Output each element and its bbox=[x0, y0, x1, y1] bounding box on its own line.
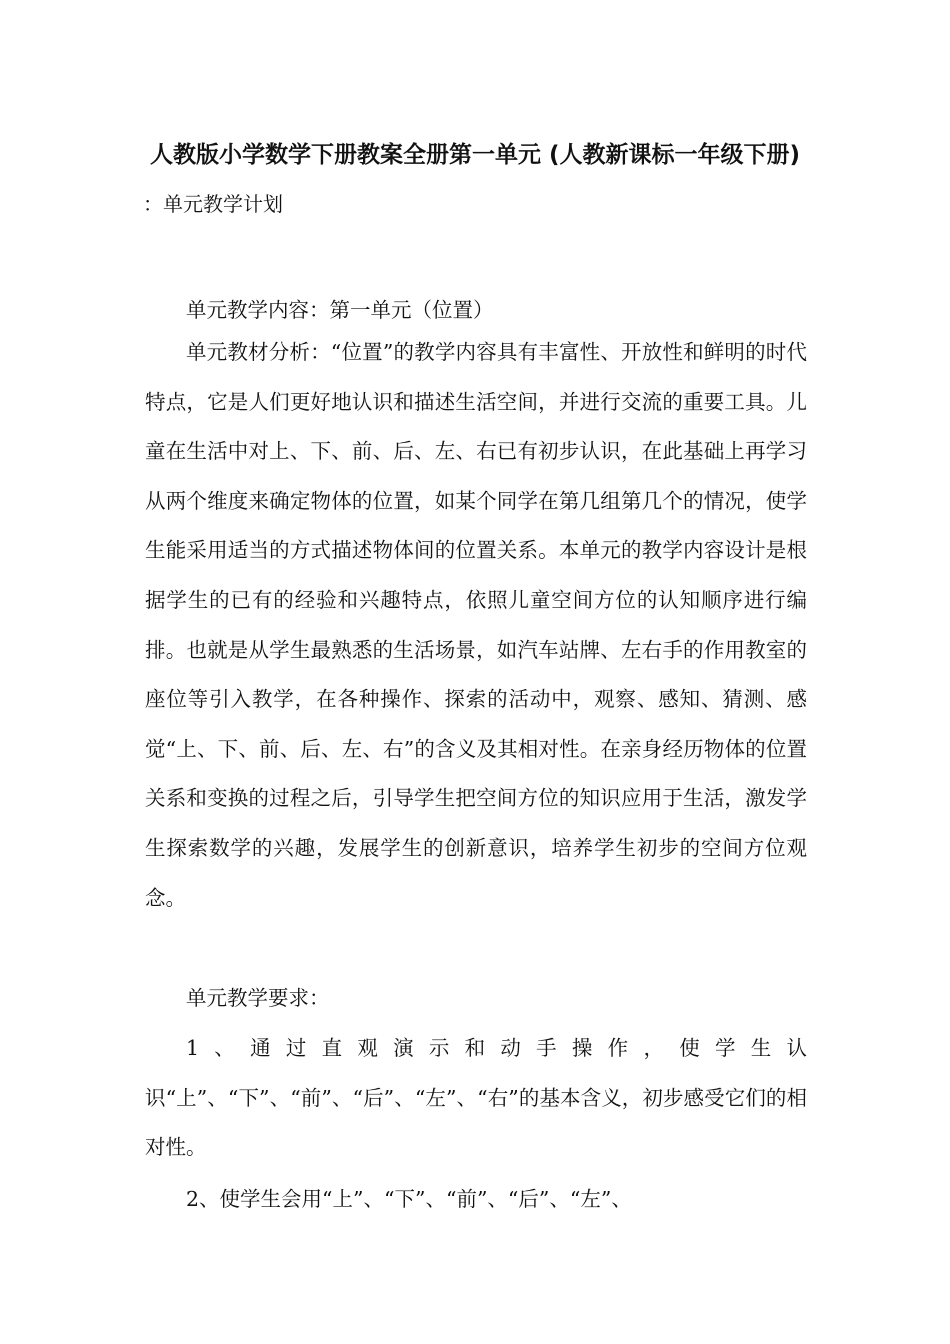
document-title: 人教版小学数学下册教案全册第一单元 (人教新课标一年级下册) bbox=[149, 142, 801, 168]
unit-content-text: 单元教学内容：第一单元（位置） bbox=[186, 298, 494, 322]
requirement-1-paragraph bbox=[145, 1024, 807, 1173]
requirement-2-text: 2、使学生会用“上”、“下”、“前”、“后”、“左”、 bbox=[186, 1187, 632, 1211]
document-subtitle: ：单元教学计划 bbox=[143, 192, 283, 216]
unit-requirements-heading bbox=[145, 974, 807, 1024]
requirement-2-paragraph bbox=[145, 1175, 807, 1225]
unit-analysis-paragraph bbox=[145, 328, 807, 923]
unit-requirements-heading-text: 单元教学要求： bbox=[186, 986, 330, 1010]
requirement-1-text: 1、通过直观演示和动手操作，使学生认识“上”、“下”、“前”、“后”、“左”、“右”的基本含义，初步感受它们的相对性。 bbox=[145, 1036, 807, 1160]
unit-analysis-text: 单元教材分析：“位置”的教学内容具有丰富性、开放性和鲜明的时代特点，它是人们更好地认识和描述生活空间，并进行交流的重要工具。儿童在生活中对上、下、前、后、左、右已有初步认识，在此基础上再学习从两个维度来确定物体的位置，如某个同学在第几组第几个的情况，使学生能采用适当的方式描述物体间的位置关系。本单元的教学内容设计是根据学生的已有的经验和兴趣特点，依照儿童空间方位的认知顺序进行编排。也就是从学生最熟悉的生活场景，如汽车站牌、左右手的作用教室的座位等引入教学，在各种操作、探索的活动中，观察、感知、猜测、感觉“上、下、前、后、左、右”的含义及其相对性。在亲身经历物体的位置关系和变换的过程之后，引导学生把空间方位的知识应用于生活，激发学生探索数学的兴趣，发展学生的创新意识，培养学生初步的空间方位观念。 bbox=[145, 340, 807, 910]
